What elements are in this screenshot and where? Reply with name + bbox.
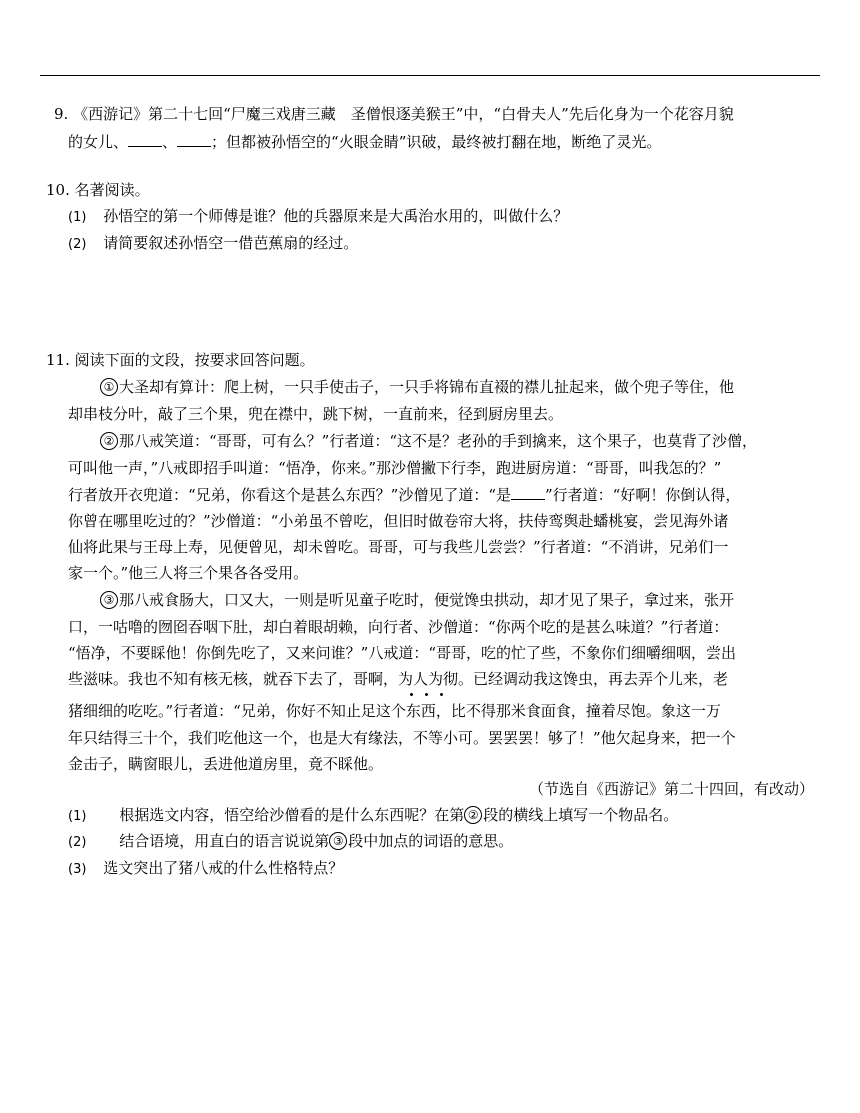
paragraph-mark-ref-2: ② [464,806,482,824]
q11-sub1-number: (1) [68,809,87,824]
q9-text-1: 《西游记》第二十七回“尸魔三戏唐三藏 圣僧恨逐美猴王”中，“白骨夫人”先后化身为一个花容月貌 [73,105,734,123]
q11-sub2: (2) 结合语境，用直白的语言说说第 ③ 段中加点的词语的意思。 [68,832,514,850]
q11-sub3-number: (3) [68,862,87,877]
q11-p2-line-1: ② 那八戒笑道：“哥哥，可有么？”行者道：“这不是？老孙的手到擒来，这个果子，也莫背了沙僧， [100,431,757,451]
q11-sub2-number: (2) [68,835,87,850]
q10-sub1: (1) 孙悟空的第一个师傅是谁？他的兵器原来是大禹治水用的，叫做什么？ [68,207,569,225]
paragraph-mark-1: ① [100,378,118,396]
dotted-phrase: 为人为彻 [398,670,459,688]
header-rule [40,75,820,76]
q11-sub3: (3) 选文突出了猪八戒的什么性格特点？ [68,859,344,877]
q11-p1-line-1: ① 大圣却有算计：爬上树，一只手使击子，一只手将锦布直裰的襟儿扯起来，做个兜子等住，他 [100,377,734,397]
q10-sub2: (2) 请简要叙述孙悟空一借芭蕉扇的经过。 [68,234,359,252]
q11-title: 11. 阅读下面的文段，按要求回答问题。 [46,351,315,369]
q10-title: 10. 名著阅读。 [46,181,150,199]
q11-p3-line-3: “悟净，不要睬他！你倒先吃了，又来问谁？”八戒道：“哥哥，吃的忙了些，不象你们细嚼细咽，尝出 [68,644,737,662]
q9-blank-2[interactable] [177,131,211,147]
q11-p2-line-3: 行者放开衣兜道：“兄弟，你看这个是甚么东西？”沙僧见了道：“是 ”行者道：“好啊！你倒认得， [68,486,741,504]
q11-p1-line-2: 却串枝分叶，敲了三个果，兜在襟中，跳下树，一直前来，径到厨房里去。 [68,405,564,423]
q11-p3-line-7: 金击子，瞒窗眼儿，丢进他道房里，竟不睬他。 [68,755,384,773]
q11-sub1: (1) 根据选文内容，悟空给沙僧看的是什么东西呢？在第 ② 段的横线上填写一个物品名。 [68,806,679,824]
q9-blank-1[interactable] [128,131,162,147]
q10-sub2-number: (2) [68,237,87,252]
q10-number: 10. [46,181,70,199]
q11-number: 11. [46,351,70,369]
paragraph-mark-3: ③ [100,591,118,609]
q11-p3-line-4: 些滋味。我也不知有核无核，就吞下去了，哥啊，为人为彻。已经调动我这馋虫，再去弄个儿来，老 [68,670,729,688]
q9-line-1 [54,104,734,124]
q10-sub1-number: (1) [68,210,87,225]
q11-p2-line-6: 家一个。”他三人将三个果各各受用。 [68,564,309,582]
q11-source: （节选自《西游记》第二十四回，有改动） [528,780,814,798]
paragraph-mark-2: ② [100,432,118,450]
paragraph-mark-ref-3: ③ [329,832,347,850]
q11-p3-line-2: 口，一咕噜的囫囵吞咽下肚，却白着眼胡赖，向行者、沙僧道：“你两个吃的是甚么味道？”行者道： [68,618,729,636]
q11-p2-line-2: 可叫他一声，”八戒即招手叫道：“悟净，你来。”那沙僧撇下行李，跑进厨房道：“哥哥，叫我怎的？” [68,459,722,477]
q11-p3-line-1: ③ 那八戒食肠大，口又大，一则是听见童子吃时，便觉馋虫拱动，却才见了果子，拿过来，张开 [100,590,734,610]
q11-answer-blank[interactable] [511,484,545,500]
q11-p2-line-4: 你曾在哪里吃过的？”沙僧道：“小弟虽不曾吃，但旧时做卷帘大将，扶侍鸾舆赴蟠桃宴，尝见海外诸 [68,512,729,530]
q11-p3-line-5: 猪细细的吃吃。”行者道：“兄弟，你好不知止足这个东西，比不得那米食面食，撞着尽饱。象这一万 [68,702,721,720]
q11-p3-line-6: 年只结得三十个，我们吃他这一个，也是大有缘法，不等小可。罢罢罢！够了！”他欠起身来，把一个 [68,729,736,747]
q11-p2-line-5: 仙将此果与王母上寿，见便曾见，却未曾吃。哥哥，可与我些儿尝尝？”行者道：“不消讲，兄弟们一 [68,538,729,556]
q9-number: 9. [54,105,69,123]
q9-line-2: 的女儿、 、 ；但都被孙悟空的“火眼金睛”识破，最终被打翻在地，断绝了灵光。 [68,133,662,151]
